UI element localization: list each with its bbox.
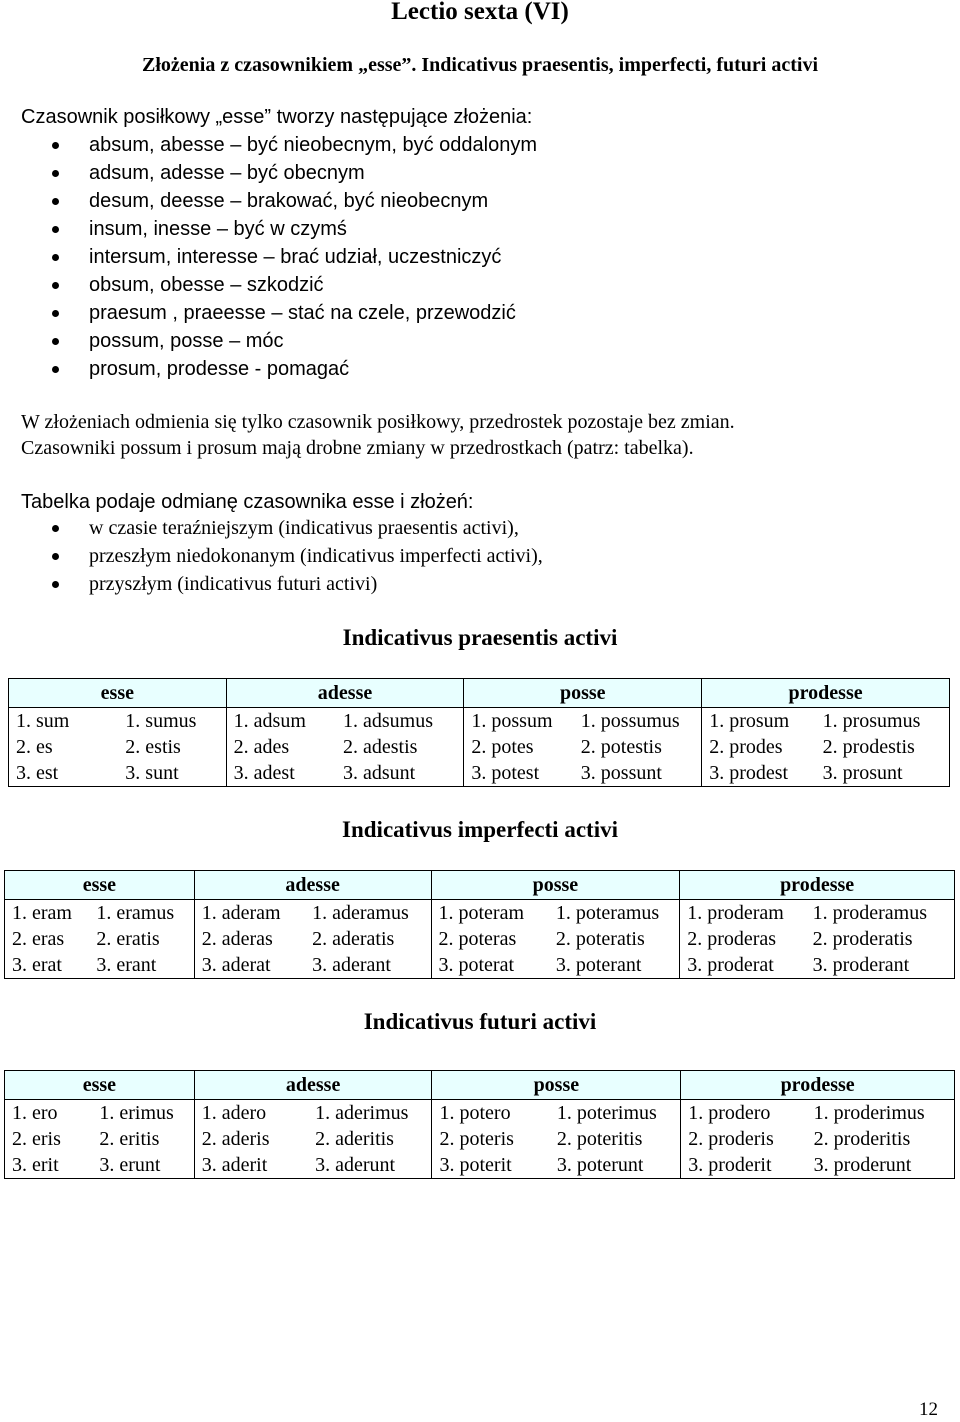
list-item: w czasie teraźniejszym (indicativus praesentis activi), [52, 515, 543, 543]
list-item: possum, posse – móc [52, 328, 537, 356]
table-cell: 2. aderitis [315, 1128, 394, 1150]
table-cell: 3. aderant [312, 954, 391, 976]
table-cell: 1. poterimus [556, 1102, 657, 1124]
table-cell: 1. aderimus [315, 1102, 409, 1124]
table-cell: 3. erat [12, 954, 62, 976]
conjugation-table-imperfecti [4, 870, 955, 979]
table-cell: 3. proderat [680, 952, 806, 979]
table-cell: 2. aderatis [312, 928, 395, 950]
note-line-2: Czasowniki possum i prosum mają drobne zmiany w przedrostkach (patrz: tabelka). [21, 437, 694, 459]
table-cell: 2. estis [125, 736, 181, 758]
column-header: adesse [226, 679, 464, 708]
conjugation-table-praesentis [8, 678, 950, 787]
table-cell: 2. potes [464, 734, 574, 760]
list-item: desum, deesse – brakować, być nieobecnym [52, 188, 537, 216]
table-header-row [5, 871, 955, 900]
table-cell: 1. possumus [580, 710, 680, 732]
table-row [9, 708, 950, 735]
table-cell: 1. aderam [194, 900, 305, 927]
table-cell: 1. eram [12, 902, 72, 924]
conjugation-table-futuri [4, 1070, 955, 1179]
column-header: prodesse [702, 679, 950, 708]
column-header: prodesse [681, 1071, 955, 1100]
table-cell: 1. possum [464, 708, 574, 735]
table-cell: 1. adsumus [343, 710, 434, 732]
table-cell: 2. poteratis [555, 928, 645, 950]
column-header: esse [9, 679, 227, 708]
tenses-list [52, 515, 543, 599]
table-cell: 2. adestis [343, 736, 418, 758]
page-subtitle: Złożenia z czasownikiem „esse”. Indicativus praesentis, imperfecti, futuri activi [141, 54, 819, 76]
table-cell: 3. possunt [580, 762, 662, 784]
list-item: prosum, prodesse - pomagać [52, 356, 537, 384]
table-row [5, 952, 955, 979]
table-cell: 2. eratis [96, 928, 160, 950]
table-cell: 2. prodes [702, 734, 816, 760]
table-row [5, 1126, 955, 1152]
column-header: adesse [194, 1071, 432, 1100]
table-cell: 1. proderimus [813, 1102, 925, 1124]
table-cell: 3. erant [96, 954, 157, 976]
table-cell: 1. proderam [680, 900, 806, 927]
table-cell: 1. adsum [226, 708, 336, 735]
table-cell: 2. potestis [580, 736, 662, 758]
table-cell: 3. prodest [702, 760, 816, 787]
table-row [5, 1100, 955, 1127]
column-header: posse [432, 1071, 681, 1100]
list-item: insum, inesse – być w czymś [52, 216, 537, 244]
table-cell: 3. poterat [431, 952, 549, 979]
table-cell: 1. adero [194, 1100, 308, 1127]
table-cell: 3. sunt [125, 762, 179, 784]
table-cell: 2. aderas [194, 926, 305, 952]
column-header: posse [431, 871, 680, 900]
table-cell: 2. ades [226, 734, 336, 760]
list-item: praesum , praeesse – stać na czele, przewodzić [52, 300, 537, 328]
table-cell: 3. poterit [432, 1152, 550, 1179]
note-line-1: W złożeniach odmienia się tylko czasownik posiłkowy, przedrostek pozostaje bez zmian. [21, 411, 735, 433]
page-number: 12 [919, 1399, 938, 1420]
table-cell: 1. erimus [99, 1102, 174, 1124]
table-cell: 3. proderunt [813, 1154, 912, 1176]
table-row [5, 900, 955, 927]
table-cell: 2. eras [12, 928, 65, 950]
table-cell: 1. prodero [681, 1100, 807, 1127]
table-cell: 2. eris [12, 1128, 61, 1150]
table-cell: 3. proderit [681, 1152, 807, 1179]
list-item: przyszłym (indicativus futuri activi) [52, 571, 543, 599]
table-cell: 1. sumus [125, 710, 197, 732]
table-cell: 3. est [16, 762, 59, 784]
table-cell: 3. erunt [99, 1154, 161, 1176]
table-cell: 1. proderamus [812, 902, 928, 924]
table-row [5, 926, 955, 952]
table-cell: 2. poteris [432, 1126, 550, 1152]
table-intro: Tabelka podaje odmianę czasownika esse i złożeń: [21, 491, 474, 513]
table-cell: 3. adest [226, 760, 336, 787]
table-cell: 3. poterunt [556, 1154, 644, 1176]
table-heading-praesentis: Indicativus praesentis activi [342, 625, 618, 650]
page-title: Lectio sexta (VI) [391, 0, 569, 25]
table-cell: 1. prosumus [822, 710, 921, 732]
table-cell: 2. proderas [680, 926, 806, 952]
table-heading-imperfecti: Indicativus imperfecti activi [342, 817, 618, 842]
list-item: absum, abesse – być nieobecnym, być oddalonym [52, 132, 537, 160]
table-row [9, 760, 950, 787]
table-heading-futuri: Indicativus futuri activi [363, 1009, 597, 1034]
table-row [9, 734, 950, 760]
table-cell: 2. proderatis [812, 928, 913, 950]
compounds-list [52, 132, 537, 384]
table-cell: 2. aderis [194, 1126, 308, 1152]
table-cell: 3. poterant [555, 954, 642, 976]
table-cell: 2. prodestis [822, 736, 915, 758]
column-header: esse [5, 871, 195, 900]
table-cell: 1. prosum [702, 708, 816, 735]
table-cell: 1. ero [12, 1102, 58, 1124]
table-cell: 1. aderamus [312, 902, 409, 924]
table-cell: 1. poteramus [555, 902, 660, 924]
list-item: adsum, adesse – być obecnym [52, 160, 537, 188]
table-header-row [9, 679, 950, 708]
table-cell: 2. proderis [681, 1126, 807, 1152]
table-cell: 3. aderat [194, 952, 305, 979]
list-item: intersum, interesse – brać udział, uczestniczyć [52, 244, 537, 272]
list-item: obsum, obesse – szkodzić [52, 272, 537, 300]
table-cell: 3. aderunt [315, 1154, 396, 1176]
table-cell: 3. potest [464, 760, 574, 787]
column-header: posse [464, 679, 702, 708]
column-header: prodesse [680, 871, 955, 900]
list-item: przeszłym niedokonanym (indicativus imperfecti activi), [52, 543, 543, 571]
table-header-row [5, 1071, 955, 1100]
table-cell: 3. erit [12, 1154, 59, 1176]
table-cell: 1. poteram [431, 900, 549, 927]
table-cell: 3. aderit [194, 1152, 308, 1179]
table-cell: 2. es [16, 736, 53, 758]
table-cell: 1. eramus [96, 902, 175, 924]
table-cell: 2. poteritis [556, 1128, 643, 1150]
table-cell: 3. adsunt [343, 762, 416, 784]
table-cell: 3. proderant [812, 954, 910, 976]
table-cell: 1. sum [16, 710, 70, 732]
table-cell: 2. proderitis [813, 1128, 911, 1150]
table-cell: 2. poteras [431, 926, 549, 952]
table-cell: 2. eritis [99, 1128, 160, 1150]
table-cell: 1. potero [432, 1100, 550, 1127]
table-cell: 3. prosunt [822, 762, 903, 784]
column-header: adesse [194, 871, 431, 900]
table-row [5, 1152, 955, 1179]
column-header: esse [5, 1071, 195, 1100]
intro-text: Czasownik posiłkowy „esse” tworzy następujące złożenia: [21, 106, 533, 128]
